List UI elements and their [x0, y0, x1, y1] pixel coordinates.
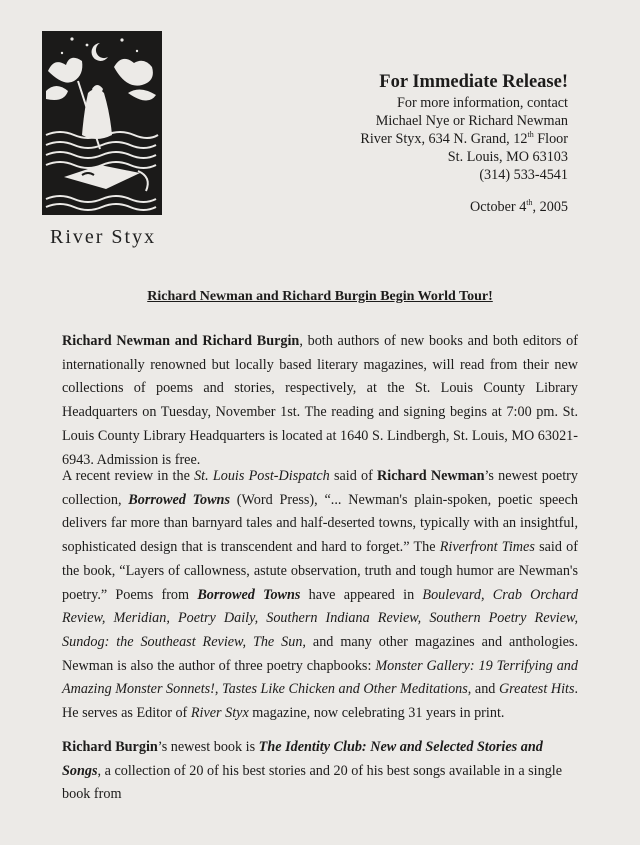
logo-caption: River Styx — [50, 226, 157, 248]
release-title: For Immediate Release! — [379, 72, 568, 92]
address-line: River Styx, 634 N. Grand, 12th Floor — [360, 130, 568, 147]
phone-line: (314) 533-4541 — [479, 167, 568, 183]
city-line: St. Louis, MO 63103 — [447, 149, 568, 165]
headline: Richard Newman and Richard Burgin Begin World Tour! — [147, 289, 493, 304]
release-header — [360, 70, 568, 216]
contact-names: Michael Nye or Richard Newman — [375, 113, 568, 129]
release-date: October 4th, 2005 — [469, 198, 568, 215]
paragraph-event: Richard Newman and Richard Burgin, both authors of new books and both editors of internationally renowned but locally based literary magazines, will read from their new collections of poems and stories, respectively, at the St. Louis County Library Headquarters on Tuesday, November 1st. The reading and signing begins at 7:00 pm. St. Louis County Library Headquarters is located at 1640 S. Lindbergh, St. Louis, MO 63021-6943. Admission is free. — [62, 333, 578, 468]
paragraph-newman: A recent review in the St. Louis Post-Dispatch said of Richard Newman’s newest poetry collection, Borrowed Towns (Word Press), “... Newman's plain-spoken, poetic speech delivers far more than barnyard tales and half-deserted towns, typically with an insightful, sophisticated design that is transcendent and hard to forget.” The Riverfront Times said of the book, “Layers of callowness, astute observation, truth and tough humor are Newman's poetry.” Poems from Borrowed Towns have appeared in Boulevard, Crab Orchard Review, Meridian, Poetry Daily, Southern Indiana Review, Southern Poetry Review, Sundog: the Southeast Review, The Sun, and many other magazines and anthologies. Newman is also the author of three poetry chapbooks: Monster Gallery: 19 Terrifying and Amazing Monster Sonnets!, Tastes Like Chicken and Other Meditations, and Greatest Hits. He serves as Editor of River Styx magazine, now celebrating 31 years in print. — [62, 468, 579, 722]
paragraph-burgin: Richard Burgin’s newest book is The Identity Club: New and Selected Stories and Songs, a collection of 20 of his best stories and 20 of his best songs available in a single book from — [62, 739, 563, 803]
river-styx-logo — [42, 31, 162, 215]
contact-line: For more information, contact — [397, 95, 568, 111]
